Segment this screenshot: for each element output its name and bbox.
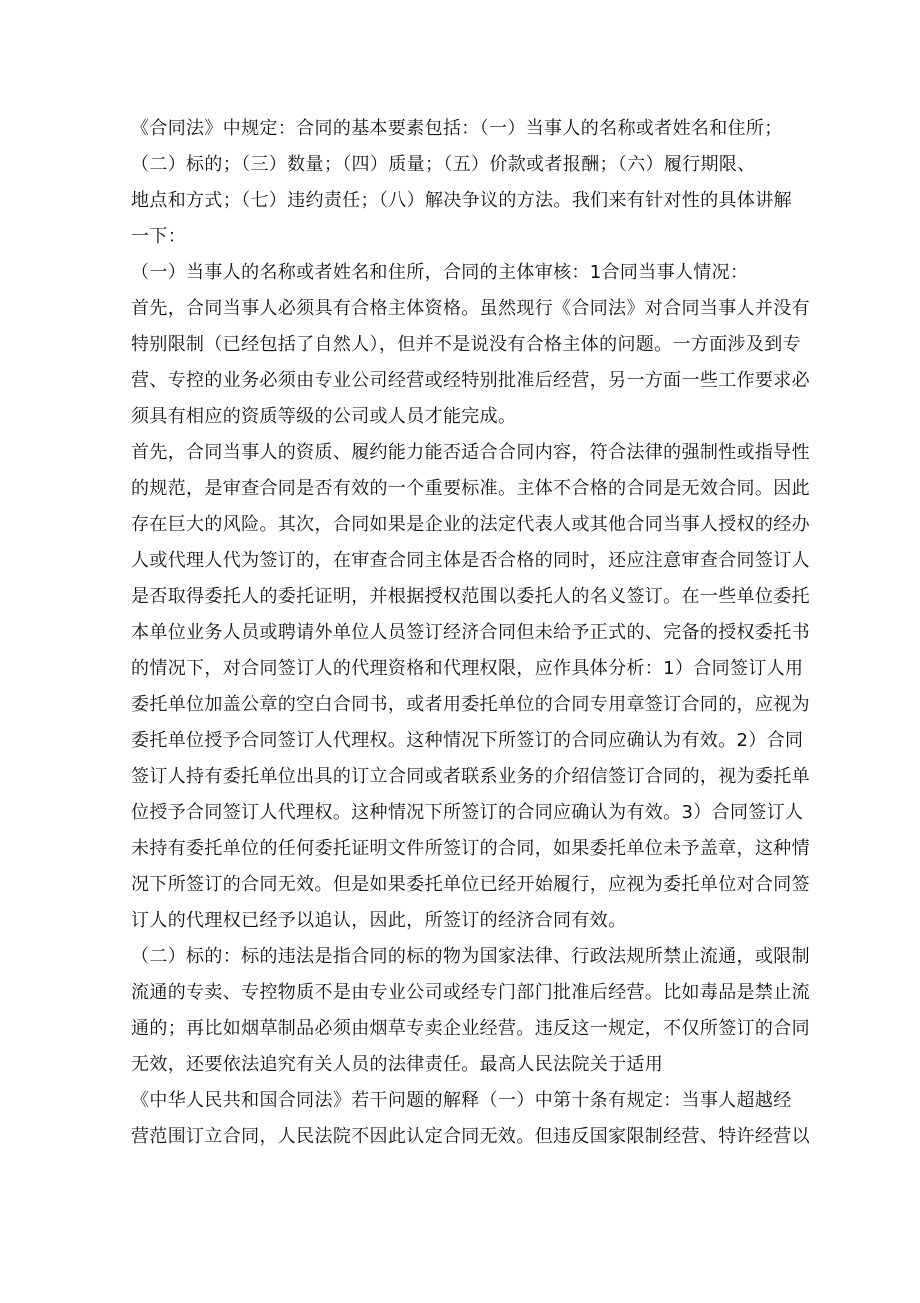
text-line: 首先，合同当事人的资质、履约能力能否适合合同内容，符合法律的强制性或指导性	[131, 442, 810, 463]
text-line: 订人的代理权已经予以追认，因此，所签订的经济合同有效。	[131, 910, 627, 931]
text-line: 本单位业务人员或聘请外单位人员签订经济合同但未给予正式的、完备的授权委托书	[131, 622, 810, 643]
text-line: 委托单位授予合同签订人代理权。这种情况下所签订的合同应确认为有效。2）合同	[131, 730, 804, 751]
text-line: 通的；再比如烟草制品必须由烟草专卖企业经营。违反这一规定，不仅所签订的合同	[131, 1018, 810, 1039]
text-line: 首先，合同当事人必须具有合格主体资格。虽然现行《合同法》对合同当事人并没有	[131, 298, 810, 319]
text-line: 是否取得委托人的委托证明，并根据授权范围以委托人的名义签订。在一些单位委托	[131, 586, 810, 607]
text-line: 签订人持有委托单位出具的订立合同或者联系业务的介绍信签订合同的，视为委托单	[131, 766, 810, 787]
text-line: 地点和方式；（七）违约责任；（八）解决争议的方法。我们来有针对性的具体讲解	[131, 190, 792, 211]
text-line: 特别限制（已经包括了自然人），但并不是说没有合格主体的问题。一方面涉及到专	[131, 334, 801, 355]
text-line: 营范围订立合同，人民法院不因此认定合同无效。但违反国家限制经营、特许经营以	[131, 1126, 810, 1147]
text-line: 须具有相应的资质等级的公司或人员才能完成。	[131, 406, 517, 427]
text-line: 一下：	[131, 226, 187, 247]
text-line: 委托单位加盖公章的空白合同书，或者用委托单位的合同专用章签订合同的，应视为	[131, 694, 810, 715]
text-line: （一）当事人的名称或者姓名和住所，合同的主体审核：1合同当事人情况：	[131, 262, 749, 283]
text-line: （二）标的：标的违法是指合同的标的物为国家法律、行政法规所禁止流通，或限制	[131, 946, 810, 967]
text-line: 况下所签订的合同无效。但是如果委托单位已经开始履行，应视为委托单位对合同签	[131, 874, 810, 895]
text-line: 无效，还要依法追究有关人员的法律责任。最高人民法院关于适用	[131, 1054, 664, 1075]
text-line: 《合同法》中规定：合同的基本要素包括：（一）当事人的名称或者姓名和住所；	[131, 118, 783, 139]
text-line: 《中华人民共和国合同法》若干问题的解释（一）中第十条有规定：当事人超越经	[131, 1090, 792, 1111]
text-line: 的情况下，对合同签订人的代理资格和代理权限，应作具体分析：1）合同签订人用	[131, 658, 804, 679]
text-line: （二）标的；（三）数量；（四）质量；（五）价款或者报酬；（六）履行期限、	[131, 154, 756, 175]
text-line: 未持有委托单位的任何委托证明文件所签订的合同，如果委托单位未予盖章，这种情	[131, 838, 810, 859]
text-line: 位授予合同签订人代理权。这种情况下所签订的合同应确认为有效。3）合同签订人	[131, 802, 804, 823]
text-line: 流通的专卖、专控物质不是由专业公司或经专门部门批准后经营。比如毒品是禁止流	[131, 982, 810, 1003]
text-line: 营、专控的业务必须由专业公司经营或经特别批准后经营，另一方面一些工作要求必	[131, 370, 810, 391]
text-line: 的规范，是审查合同是否有效的一个重要标准。主体不合格的合同是无效合同。因此	[131, 478, 810, 499]
text-line: 人或代理人代为签订的，在审查合同主体是否合格的同时，还应注意审查合同签订人	[131, 550, 810, 571]
text-line: 存在巨大的风险。其次，合同如果是企业的法定代表人或其他合同当事人授权的经办	[131, 514, 810, 535]
